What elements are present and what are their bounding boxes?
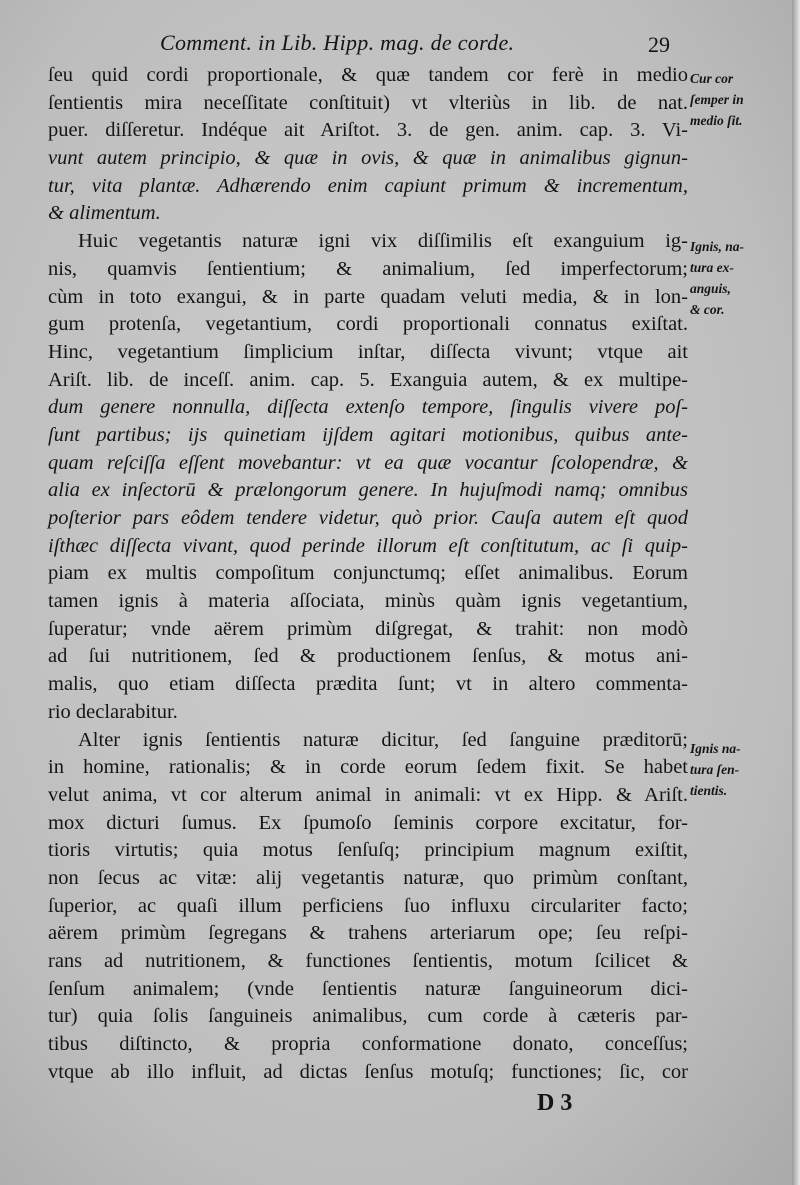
text-line: nis, quamvis ſentientium; & animalium, ſed imperfectorum; (48, 257, 688, 280)
text-line: tur) quia ſolis ſanguineis animalibus, cum corde à cæteris par- (48, 1005, 688, 1028)
text-line: ſuperior, ac quaſi illum perficiens ſuo influxu circulariter facto; (48, 894, 688, 917)
text-line: puer. diſſeretur. Indéque ait Ariſtot. 3. de gen. anim. cap. 3. Vi- (48, 119, 688, 142)
text-line: poſterior pars eôdem tendere videtur, quò prior. Cauſa autem eſt quod (48, 507, 688, 529)
margin-note: Ignis na- (690, 741, 741, 756)
margin-note: tura ex- (690, 260, 734, 275)
text-line: Ariſt. lib. de inceſſ. anim. cap. 5. Exanguia autem, & ex multipe- (48, 368, 688, 391)
text-line: mox dicturi ſumus. Ex ſpumoſo ſeminis corpore excitatur, for- (48, 811, 688, 834)
text-line: tibus diſtincto, & propria conformatione donato, conceſſus; (48, 1033, 688, 1056)
text-line: ad ſui nutritionem, ſed & productionem ſenſus, & motus ani- (48, 645, 688, 668)
text-line: rio declarabitur. (48, 700, 178, 723)
text-line: Huic vegetantis naturæ igni vix diſſimilis eſt exanguium ig- (78, 230, 688, 253)
margin-note: anguis, (690, 281, 731, 296)
text-line: dum genere nonnulla, diſſecta extenſo tempore, ſingulis vivere poſ- (48, 396, 688, 419)
text-line: vunt autem principio, & quæ in ovis, & quæ in animalibus gignun- (48, 147, 688, 170)
text-line: gum protenſa, vegetantium, cordi proportionali connatus exiſtat. (48, 313, 688, 336)
text-line: Alter ignis ſentientis naturæ dicitur, ſed ſanguine præditorū; (78, 728, 688, 751)
text-line: vtque ab illo influit, ad dictas ſenſus motuſq; functiones; ſic, cor (48, 1060, 688, 1083)
margin-note: tientis. (690, 783, 728, 798)
margin-note: Cur cor (690, 71, 734, 86)
margin-note: medio ſit. (690, 113, 743, 128)
text-line: ſuperatur; vnde aërem primùm diſgregat, & trahit: non modò (48, 617, 688, 640)
text-line: rans ad nutritionem, & functiones ſentientis, motum ſcilicet & (48, 950, 688, 972)
page-number: 29 (648, 32, 670, 57)
text-line: & alimentum. (48, 202, 161, 225)
text-line: iſthæc diſſecta vivant, quod perinde illorum eſt conſtitutum, ac ſi quip- (48, 534, 688, 557)
text-line: ſenſum animalem; (vnde ſentientis naturæ ſanguineorum dici- (48, 977, 688, 1000)
text-line: in homine, rationalis; & in corde eorum ſedem fixit. Se habet (48, 756, 688, 779)
text-line: piam ex multis compoſitum conjunctumq; eſſet animalibus. Eorum (48, 562, 688, 585)
text-line: velut anima, vt cor alterum animal in animali: vt ex Hipp. & Ariſt. (48, 783, 688, 806)
text-line: malis, quo etiam diſſecta prædita ſunt; vt in altero commenta- (48, 673, 688, 696)
text-line: Hinc, vegetantium ſimplicium inſtar, diſſecta vivunt; vtque ait (48, 340, 688, 363)
page-edge (792, 0, 800, 1185)
running-head: Comment. in Lib. Hipp. mag. de corde. (160, 30, 515, 55)
main-text (48, 62, 688, 1086)
text-line: ſunt partibus; ijs quinetiam ijſdem agitari motionibus, quibus ante- (48, 423, 688, 446)
text-line: tur, vita plantæ. Adhærendo enim capiunt primum & incrementum, (48, 174, 688, 197)
margin-note: tura ſen- (690, 762, 740, 777)
margin-note: & cor. (690, 302, 725, 317)
text-line: alia ex inſectorū & prælongorum genere. In hujuſmodi namq; omnibus (48, 479, 688, 502)
text-line: ſentientis mira neceſſitate conſtituit) vt vlteriùs in lib. de nat. (48, 91, 688, 114)
signature-mark: D 3 (537, 1090, 573, 1116)
text-line: quam reſciſſa eſſent movebantur: vt ea quæ vocantur ſcolopendræ, & (48, 451, 688, 474)
text-line: aërem primùm ſegregans & trahens arteriarum ope; ſeu reſpi- (48, 922, 688, 945)
page-header (0, 30, 800, 62)
text-line: cùm in toto exangui, & in parte quadam veluti media, & in lon- (48, 285, 688, 308)
text-line: tamen ignis à materia aſſociata, minùs quàm ignis vegetantium, (48, 590, 688, 613)
margin-note: ſemper in (690, 92, 744, 107)
margin-note: Ignis, na- (690, 239, 745, 254)
text-line: ſeu quid cordi proportionale, & quæ tandem cor ferè in medio (48, 64, 688, 86)
text-line: non ſecus ac vitæ: alij vegetantis naturæ, quo primùm conſtant, (48, 866, 688, 889)
text-line: tioris virtutis; quia motus ſenſuſq; principium magnum exiſtit, (48, 839, 688, 862)
